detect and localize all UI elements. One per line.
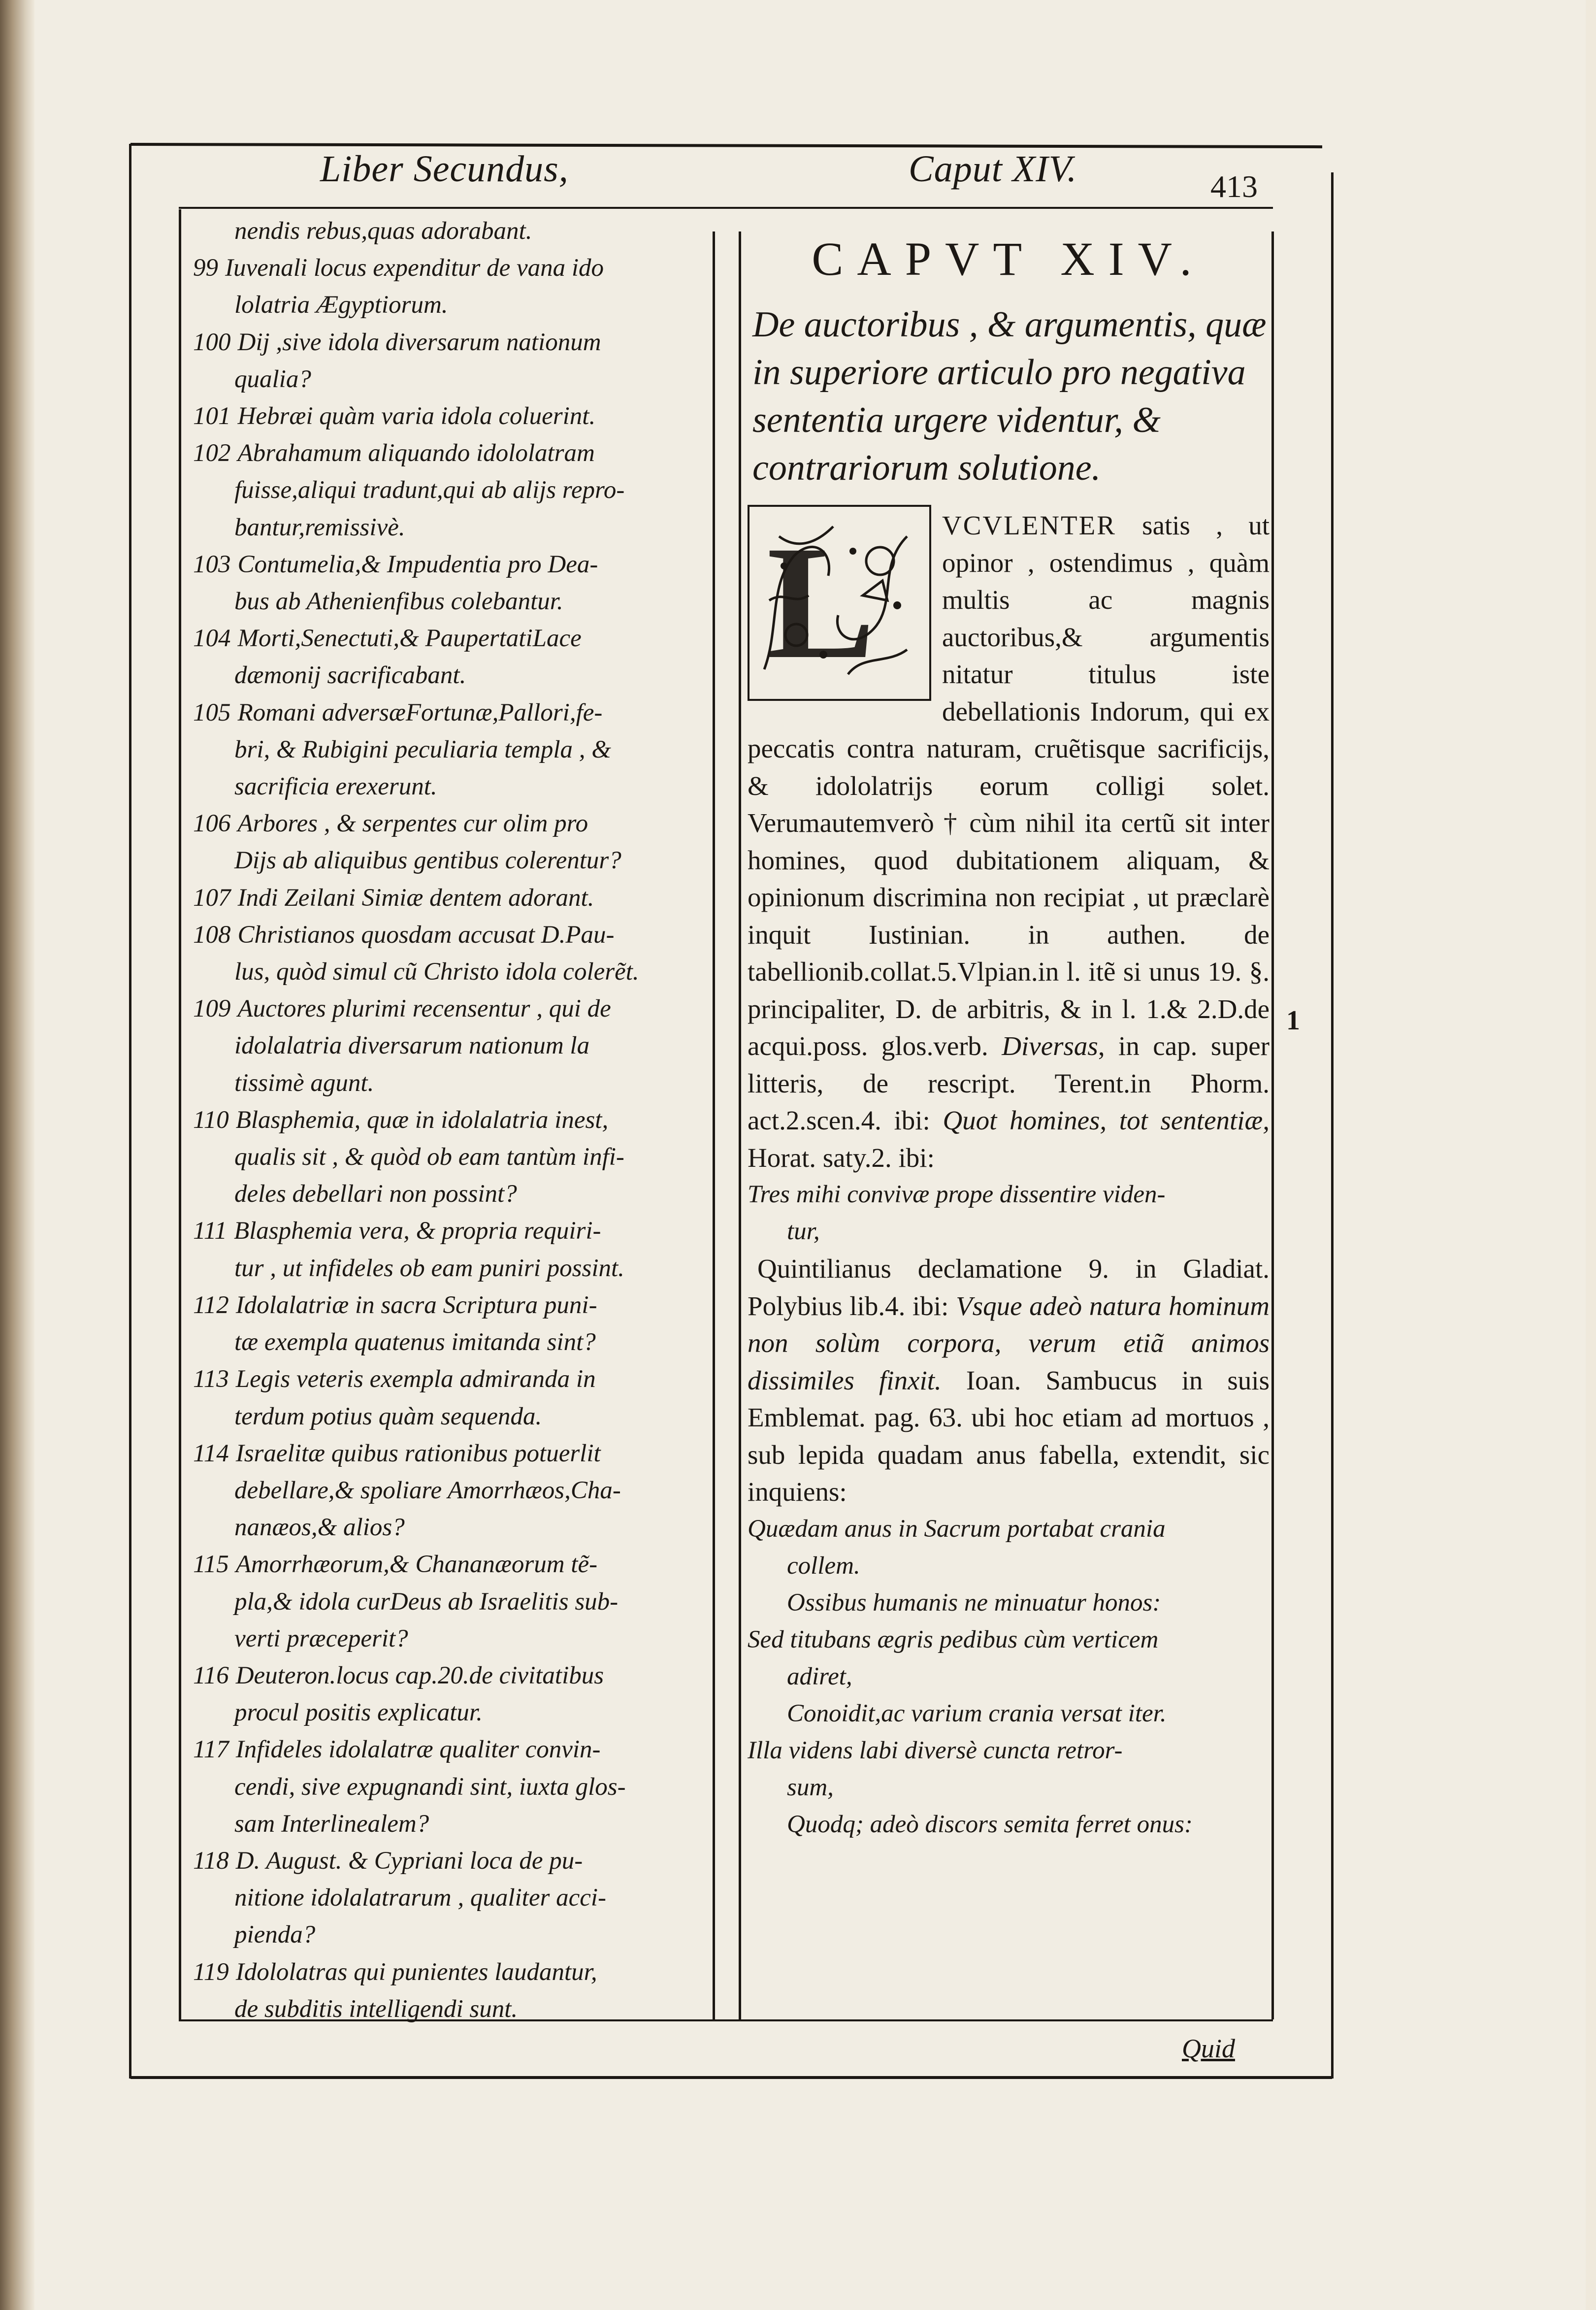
entry-number: 108: [193, 921, 231, 949]
entry-text: D. August. & Cypriani loca de pu-: [235, 1847, 583, 1875]
entry-text-continued: lolatria Ægyptiorum.: [234, 291, 448, 319]
entry-text-continued: verti præceperit?: [234, 1624, 408, 1652]
entry-text-continued: nanæos,& alios?: [234, 1514, 405, 1542]
entry-number: 106: [193, 810, 231, 838]
chapter-title: CAPVT XIV.: [812, 232, 1205, 285]
verse-sambucus: [748, 1511, 1270, 1843]
book-spine: [0, 0, 34, 2310]
entry-text-continued: sacrificia erexerunt.: [234, 773, 437, 801]
index-entry: [193, 1657, 708, 1731]
index-entry: [193, 546, 708, 620]
entry-number: 105: [193, 698, 231, 726]
entry-number: 112: [193, 1291, 229, 1319]
index-entry: [193, 620, 708, 694]
entry-text: Hebræi quàm varia idola coluerint.: [237, 402, 596, 430]
entry-text-continued: tissimè agunt.: [234, 1069, 374, 1097]
entry-text: Idolalatriæ in sacra Scriptura puni-: [235, 1291, 597, 1319]
entry-number: 102: [193, 439, 231, 467]
entry-number: 107: [193, 884, 231, 912]
chapter-body: [748, 507, 1270, 1843]
entry-text: Indi Zeilani Simiæ dentem adorant.: [237, 884, 594, 912]
page-number: 413: [1210, 169, 1258, 204]
chapter-column: [748, 231, 1270, 1843]
index-entry: [193, 1546, 708, 1657]
first-word: VCVLENTER: [942, 510, 1116, 540]
entry-text-continued: pienda?: [234, 1921, 316, 1949]
inner-left-rule: [179, 209, 181, 2019]
index-entry: [193, 1731, 708, 1843]
entry-text-continued: sam Interlinealem?: [234, 1810, 429, 1838]
running-head-center: Caput XIV.: [909, 148, 1077, 190]
paragraph-1: satis , ut opinor , ostendimus , quàm multis ac magnis auctoribus,& argumentis nitatur titulus iste debellationis Indorum, qui ex peccatis contra naturam, cruẽtisque sacrificijs, & idololatrijs eorum colligi solet. Verumautemverò † cùm nihil ita certũ sit inter homines, quod dubitationem aliquam, & opinionum discrimina non recipiat , ut præclarè inquit Iustinian. in authen. de tabellionib.collat.5.Vlpian.in l. itẽ si unus 19. §. principaliter, D. de arbitris, & in l. 1.& 2.D.de acqui.poss. glos.verb.: [748, 510, 1270, 1061]
verse-line: Tres mihi convivæ prope dissentire viden-: [748, 1181, 1166, 1208]
verse-line: Quodq; adeò discors semita ferret onus:: [787, 1810, 1193, 1838]
entry-number: 109: [193, 995, 231, 1023]
index-entry: [193, 1361, 708, 1435]
entry-text-continued: qualis sit , & quòd ob eam tantùm infi-: [234, 1143, 624, 1171]
index-entry: [193, 1954, 708, 2028]
entry-text-continued: tæ exempla quatenus imitanda sint?: [234, 1328, 596, 1356]
index-entry: [193, 805, 708, 879]
entry-text-continued: pla,& idola curDeus ab Israelitis sub-: [234, 1587, 619, 1616]
entry-number: 100: [193, 328, 231, 356]
entry-text-continued: deles debellari non possint?: [234, 1180, 517, 1208]
inner-right-rule: [1271, 231, 1274, 2019]
paragraph-2: Quintilianus declamatione 9. in Gladiat. Polybius lib.4. ibi:: [748, 1254, 1270, 1321]
entry-text: Deuteron.locus cap.20.de civitatibus: [235, 1661, 604, 1689]
column-divider-right: [739, 231, 741, 2019]
index-entries: [193, 250, 708, 2028]
entry-text-continued: bri, & Rubigini peculiaria templa , &: [234, 735, 611, 763]
header-rule: [179, 207, 1273, 209]
index-column: [193, 213, 708, 2028]
verse-line: adiret,: [787, 1662, 852, 1690]
margin-note: 1: [1286, 1005, 1300, 1036]
index-first-line: nendis rebus,quas adorabant.: [234, 217, 532, 245]
index-entry: [193, 435, 708, 546]
verse-line: Ossibus humanis ne minuatur honos:: [787, 1588, 1161, 1617]
entry-text: Christianos quosdam accusat D.Pau-: [237, 921, 615, 949]
frame-right-rule: [1331, 172, 1334, 2079]
entry-text: Contumelia,& Impudentia pro Dea-: [237, 550, 598, 578]
initial-letter: L: [767, 513, 876, 693]
index-entry: [193, 1213, 708, 1287]
quote-polybius: Vsque adeò natura hominum non solùm corpora, verum etiã animos dissimiles finxit.: [748, 1290, 1270, 1395]
entry-text-continued: qualia?: [234, 365, 311, 393]
paragraph-1-italic: Diversas: [1002, 1031, 1098, 1061]
paragraph-1-cont: , in cap. super litteris, de rescript. Terent.in Phorm. act.2.scen.4. ibi:: [748, 1031, 1270, 1135]
index-entry: [193, 1287, 708, 1361]
entry-number: 119: [193, 1958, 229, 1986]
verse-line: Quædam anus in Sacrum portabat crania: [748, 1515, 1166, 1543]
index-entry: [193, 694, 708, 806]
entry-text: Israelitæ quibus rationibus potuerlit: [235, 1439, 601, 1467]
index-entry: [193, 990, 708, 1102]
entry-number: 104: [193, 625, 231, 653]
index-entry: [193, 1102, 708, 1213]
entry-number: 111: [193, 1217, 227, 1245]
entry-text-continued: fuisse,aliqui tradunt,qui ab alijs repro-: [234, 476, 625, 504]
entry-text-continued: Dijs ab aliquibus gentibus colerentur?: [234, 847, 621, 875]
entry-text: Blasphemia, quæ in idolalatria inest,: [235, 1106, 609, 1134]
index-entry: [193, 1843, 708, 1954]
index-entry: [193, 250, 708, 324]
verse-line: collem.: [787, 1551, 860, 1580]
entry-number: 114: [193, 1439, 229, 1467]
running-head-left: Liber Secundus,: [320, 148, 569, 190]
index-entry: [193, 917, 708, 990]
entry-text: Amorrhæorum,& Chananæorum tẽ-: [235, 1551, 598, 1579]
entry-text-continued: debellare,& spoliare Amorrhæos,Cha-: [234, 1476, 621, 1504]
entry-number: 117: [193, 1736, 229, 1764]
entry-number: 110: [193, 1106, 229, 1134]
column-divider-left: [713, 231, 715, 2019]
index-entry: [193, 880, 708, 917]
quote-terence: Quot homines, tot sententiæ,: [943, 1105, 1270, 1135]
entry-text: Dij ,sive idola diversarum nationum: [237, 328, 601, 356]
paragraph-2-cont: Ioan. Sambucus in suis Emblemat. pag. 63. ubi hoc etiam ad mortuos , sub lepida quadam anus fabella, extendit, sic inquiens:: [748, 1365, 1270, 1507]
chapter-subtitle: De auctoribus , & argumentis, quæ in superiore articulo pro negativa sententia urgere videntur, & contrariorum solutione.: [752, 304, 1267, 488]
catchword: Quid: [1182, 2034, 1235, 2063]
index-entry: [193, 324, 708, 398]
decorated-initial: [748, 505, 931, 701]
entry-number: 118: [193, 1847, 229, 1875]
entry-text-continued: procul positis explicatur.: [234, 1699, 483, 1727]
entry-number: 99: [193, 254, 218, 282]
frame-left-rule: [129, 144, 131, 2079]
entry-text-continued: idolalatria diversarum nationum la: [234, 1032, 590, 1060]
verse-line: tur,: [787, 1218, 820, 1245]
entry-text: Blasphemia vera, & propria requiri-: [233, 1217, 601, 1245]
entry-text-continued: de subditis intelligendi sunt.: [234, 1995, 518, 2023]
entry-text: Auctores plurimi recensentur , qui de: [237, 995, 611, 1023]
entry-text-continued: lus, quòd simul cũ Christo idola colerẽt.: [234, 958, 639, 986]
entry-text: Romani adversæFortunæ,Pallori,fe-: [237, 698, 603, 726]
entry-text-continued: cendi, sive expugnandi sint, iuxta glos-: [234, 1773, 626, 1801]
verse-horace: [748, 1176, 1270, 1250]
entry-text: Legis veteris exempla admiranda in: [235, 1365, 596, 1393]
entry-text-continued: tur , ut infideles ob eam puniri possint.: [234, 1254, 624, 1282]
entry-number: 116: [193, 1661, 229, 1689]
index-entry: [193, 1435, 708, 1547]
paragraph-1-end: Horat. saty.2. ibi:: [748, 1142, 935, 1173]
index-entry: [193, 398, 708, 435]
entry-text-continued: terdum potius quàm sequenda.: [234, 1402, 542, 1430]
entry-text: Arbores , & serpentes cur olim pro: [237, 810, 588, 838]
entry-text-continued: nitione idolalatrarum , qualiter acci-: [234, 1884, 607, 1912]
entry-text-continued: dæmonij sacrificabant.: [234, 661, 466, 690]
entry-text-continued: bantur,remissivè.: [234, 513, 405, 541]
verse-line: Sed titubans ægris pedibus cùm verticem: [748, 1625, 1159, 1653]
entry-number: 115: [193, 1551, 229, 1579]
verse-line: Illa videns labi diversè cuncta retror-: [748, 1736, 1123, 1764]
entry-text: Infideles idolalatræ qualiter convin-: [235, 1736, 601, 1764]
bottom-rule: [130, 2076, 1332, 2079]
entry-text-continued: bus ab Athenienfibus colebantur.: [234, 588, 563, 616]
entry-number: 113: [193, 1365, 229, 1393]
entry-number: 101: [193, 402, 231, 430]
entry-number: 103: [193, 550, 231, 578]
verse-line: sum,: [787, 1773, 834, 1801]
entry-text: Morti,Senectuti,& PaupertatiLace: [237, 625, 582, 653]
entry-text: Iuvenali locus expenditur de vana ido: [225, 254, 604, 282]
entry-text: Idololatras qui punientes laudantur,: [235, 1958, 597, 1986]
entry-text: Abrahamum aliquando idololatram: [237, 439, 595, 467]
verse-line: Conoidit,ac varium crania versat iter.: [787, 1699, 1167, 1727]
